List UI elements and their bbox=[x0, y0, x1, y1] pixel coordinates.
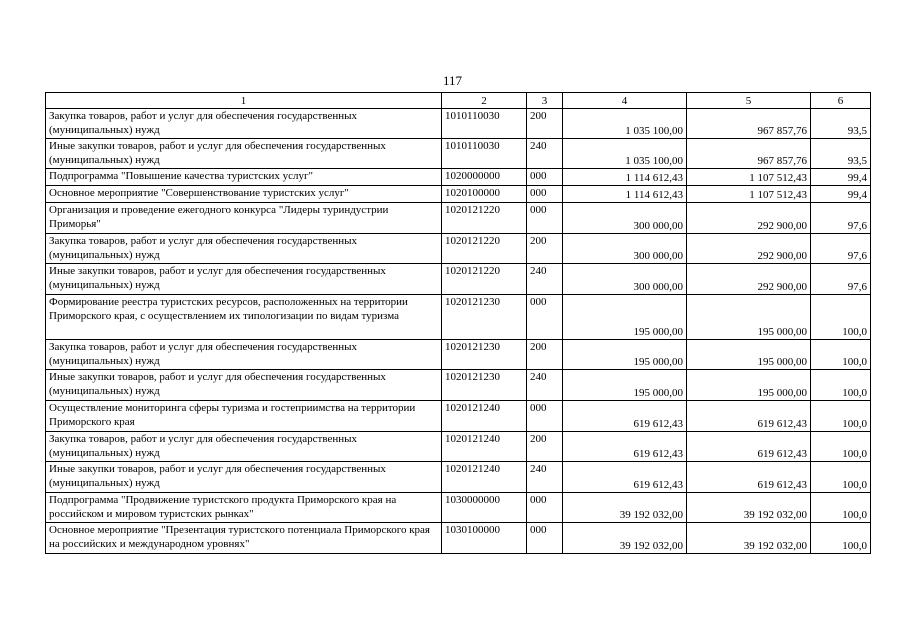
row-fact-cell: 967 857,76 bbox=[687, 139, 811, 169]
row-type-cell: 200 bbox=[527, 432, 563, 462]
row-code-cell: 1020121230 bbox=[442, 340, 527, 370]
row-percent-cell: 99,4 bbox=[811, 186, 871, 203]
row-plan-cell: 619 612,43 bbox=[563, 401, 687, 432]
row-fact-cell: 195 000,00 bbox=[687, 340, 811, 370]
row-type-cell: 240 bbox=[527, 370, 563, 401]
row-fact-cell: 967 857,76 bbox=[687, 109, 811, 139]
table-row bbox=[46, 462, 871, 493]
budget-table bbox=[45, 92, 871, 554]
row-name-cell: Иные закупки товаров, работ и услуг для обеспечения государственных (муниципальных) нужд bbox=[46, 370, 442, 401]
row-percent-cell: 100,0 bbox=[811, 523, 871, 554]
row-type-cell: 240 bbox=[527, 264, 563, 295]
row-code-cell: 1020121240 bbox=[442, 462, 527, 493]
row-plan-cell: 39 192 032,00 bbox=[563, 523, 687, 554]
row-percent-cell: 100,0 bbox=[811, 493, 871, 523]
column-header-4: 4 bbox=[563, 93, 687, 109]
row-type-cell: 000 bbox=[527, 186, 563, 203]
row-plan-cell: 300 000,00 bbox=[563, 264, 687, 295]
row-plan-cell: 1 035 100,00 bbox=[563, 109, 687, 139]
row-fact-cell: 619 612,43 bbox=[687, 401, 811, 432]
row-percent-cell: 100,0 bbox=[811, 462, 871, 493]
row-fact-cell: 39 192 032,00 bbox=[687, 493, 811, 523]
row-name-cell: Организация и проведение ежегодного конкурса "Лидеры туриндустрии Приморья" bbox=[46, 203, 442, 234]
column-header-2: 2 bbox=[442, 93, 527, 109]
table-row bbox=[46, 139, 871, 169]
table-row bbox=[46, 186, 871, 203]
row-fact-cell: 195 000,00 bbox=[687, 295, 811, 340]
row-fact-cell: 292 900,00 bbox=[687, 234, 811, 264]
row-code-cell: 1020121220 bbox=[442, 264, 527, 295]
row-percent-cell: 100,0 bbox=[811, 401, 871, 432]
row-code-cell: 1030000000 bbox=[442, 493, 527, 523]
row-type-cell: 240 bbox=[527, 139, 563, 169]
row-fact-cell: 292 900,00 bbox=[687, 203, 811, 234]
row-plan-cell: 195 000,00 bbox=[563, 370, 687, 401]
row-type-cell: 200 bbox=[527, 234, 563, 264]
row-code-cell: 1020121230 bbox=[442, 370, 527, 401]
row-plan-cell: 195 000,00 bbox=[563, 295, 687, 340]
row-code-cell: 1020121220 bbox=[442, 203, 527, 234]
row-percent-cell: 93,5 bbox=[811, 109, 871, 139]
row-plan-cell: 300 000,00 bbox=[563, 203, 687, 234]
table-row bbox=[46, 370, 871, 401]
row-type-cell: 000 bbox=[527, 401, 563, 432]
row-fact-cell: 619 612,43 bbox=[687, 462, 811, 493]
row-plan-cell: 195 000,00 bbox=[563, 340, 687, 370]
row-type-cell: 000 bbox=[527, 203, 563, 234]
row-type-cell: 240 bbox=[527, 462, 563, 493]
table-row bbox=[46, 432, 871, 462]
row-name-cell: Закупка товаров, работ и услуг для обеспечения государственных (муниципальных) нужд bbox=[46, 109, 442, 139]
table-row bbox=[46, 340, 871, 370]
table-row bbox=[46, 169, 871, 186]
row-name-cell: Иные закупки товаров, работ и услуг для обеспечения государственных (муниципальных) нужд bbox=[46, 462, 442, 493]
row-fact-cell: 1 107 512,43 bbox=[687, 186, 811, 203]
column-header-5: 5 bbox=[687, 93, 811, 109]
row-name-cell: Осуществление мониторинга сферы туризма и гостеприимства на территории Приморского края bbox=[46, 401, 442, 432]
row-percent-cell: 100,0 bbox=[811, 340, 871, 370]
row-percent-cell: 100,0 bbox=[811, 370, 871, 401]
table-row bbox=[46, 295, 871, 340]
table-row bbox=[46, 493, 871, 523]
row-code-cell: 1010110030 bbox=[442, 139, 527, 169]
row-type-cell: 000 bbox=[527, 523, 563, 554]
row-code-cell: 1020100000 bbox=[442, 186, 527, 203]
row-percent-cell: 100,0 bbox=[811, 432, 871, 462]
row-percent-cell: 97,6 bbox=[811, 264, 871, 295]
row-fact-cell: 619 612,43 bbox=[687, 432, 811, 462]
table-row bbox=[46, 523, 871, 554]
row-name-cell: Закупка товаров, работ и услуг для обеспечения государственных (муниципальных) нужд bbox=[46, 234, 442, 264]
row-percent-cell: 100,0 bbox=[811, 295, 871, 340]
row-name-cell: Иные закупки товаров, работ и услуг для обеспечения государственных (муниципальных) нужд bbox=[46, 264, 442, 295]
row-name-cell: Формирование реестра туристских ресурсов, расположенных на территории Приморского края, с осуществлением их типологизации по видам туризма bbox=[46, 295, 442, 340]
row-name-cell: Основное мероприятие "Совершенствование туристских услуг" bbox=[46, 186, 442, 203]
row-name-cell: Основное мероприятие "Презентация туристского потенциала Приморского края на российских и международном уровнях" bbox=[46, 523, 442, 554]
row-type-cell: 000 bbox=[527, 493, 563, 523]
row-plan-cell: 300 000,00 bbox=[563, 234, 687, 264]
column-header-1: 1 bbox=[46, 93, 442, 109]
row-code-cell: 1020121220 bbox=[442, 234, 527, 264]
row-name-cell: Закупка товаров, работ и услуг для обеспечения государственных (муниципальных) нужд bbox=[46, 340, 442, 370]
row-code-cell: 1020121230 bbox=[442, 295, 527, 340]
row-percent-cell: 97,6 bbox=[811, 234, 871, 264]
row-type-cell: 000 bbox=[527, 295, 563, 340]
row-plan-cell: 619 612,43 bbox=[563, 462, 687, 493]
table-row bbox=[46, 203, 871, 234]
row-name-cell: Закупка товаров, работ и услуг для обеспечения государственных (муниципальных) нужд bbox=[46, 432, 442, 462]
row-percent-cell: 93,5 bbox=[811, 139, 871, 169]
row-plan-cell: 1 114 612,43 bbox=[563, 169, 687, 186]
row-type-cell: 200 bbox=[527, 340, 563, 370]
row-code-cell: 1020000000 bbox=[442, 169, 527, 186]
row-type-cell: 200 bbox=[527, 109, 563, 139]
row-fact-cell: 39 192 032,00 bbox=[687, 523, 811, 554]
column-header-3: 3 bbox=[527, 93, 563, 109]
row-name-cell: Подпрограмма "Продвижение туристского продукта Приморского края на российском и мировом туристских рынках" bbox=[46, 493, 442, 523]
table-row bbox=[46, 234, 871, 264]
row-type-cell: 000 bbox=[527, 169, 563, 186]
row-plan-cell: 1 035 100,00 bbox=[563, 139, 687, 169]
row-code-cell: 1030100000 bbox=[442, 523, 527, 554]
table-row bbox=[46, 109, 871, 139]
row-percent-cell: 97,6 bbox=[811, 203, 871, 234]
row-code-cell: 1010110030 bbox=[442, 109, 527, 139]
row-code-cell: 1020121240 bbox=[442, 432, 527, 462]
row-name-cell: Иные закупки товаров, работ и услуг для обеспечения государственных (муниципальных) нужд bbox=[46, 139, 442, 169]
row-name-cell: Подпрограмма "Повышение качества туристских услуг" bbox=[46, 169, 442, 186]
row-fact-cell: 195 000,00 bbox=[687, 370, 811, 401]
column-header-6: 6 bbox=[811, 93, 871, 109]
table-row bbox=[46, 401, 871, 432]
table-header-row bbox=[46, 93, 871, 109]
row-plan-cell: 1 114 612,43 bbox=[563, 186, 687, 203]
row-percent-cell: 99,4 bbox=[811, 169, 871, 186]
row-fact-cell: 1 107 512,43 bbox=[687, 169, 811, 186]
table-row bbox=[46, 264, 871, 295]
row-code-cell: 1020121240 bbox=[442, 401, 527, 432]
row-plan-cell: 39 192 032,00 bbox=[563, 493, 687, 523]
page-number: 117 bbox=[442, 73, 463, 88]
row-plan-cell: 619 612,43 bbox=[563, 432, 687, 462]
row-fact-cell: 292 900,00 bbox=[687, 264, 811, 295]
